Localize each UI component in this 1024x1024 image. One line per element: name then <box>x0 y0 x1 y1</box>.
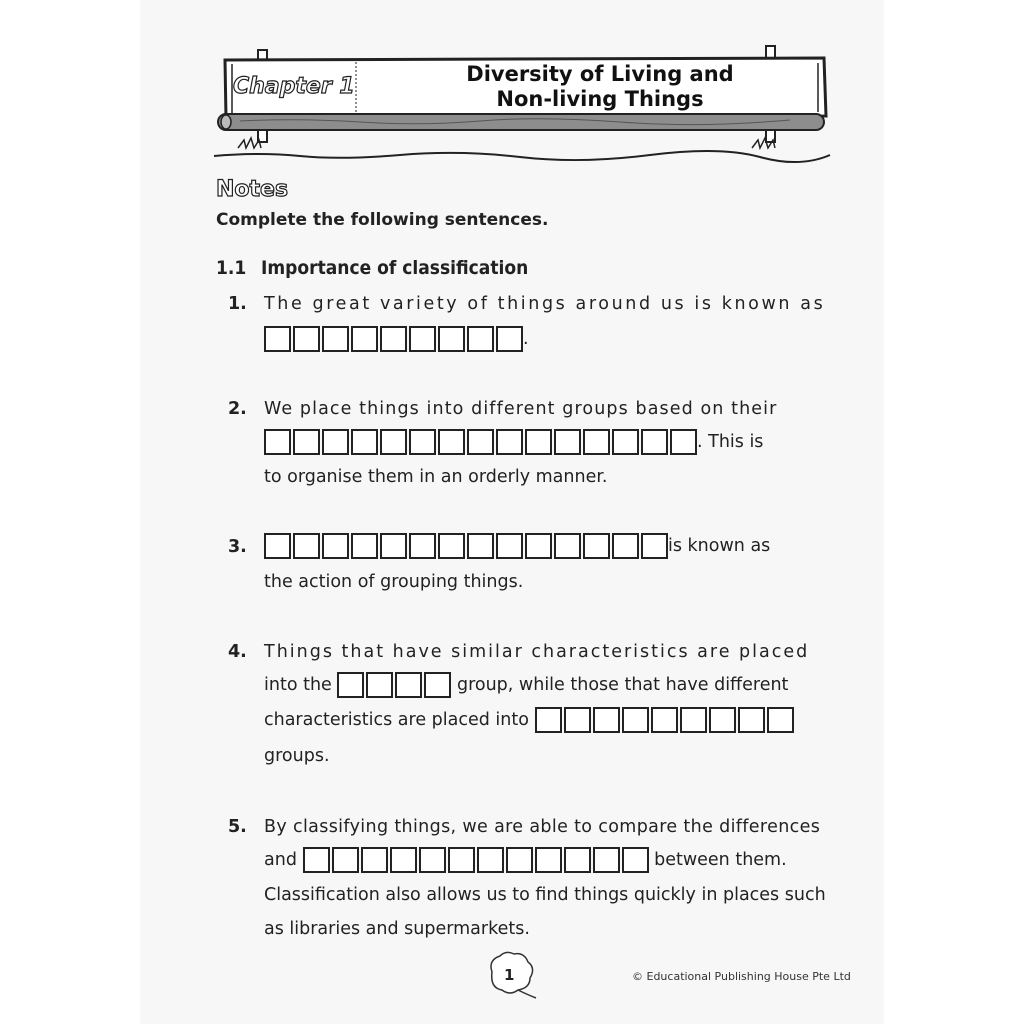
question-number: 1. <box>228 294 247 314</box>
question-text: We place things into different groups based on their <box>264 399 778 419</box>
question-text: By classifying things, we are able to compare the differences <box>264 817 821 837</box>
section-number: 1.1 <box>216 257 247 279</box>
answer-box[interactable] <box>424 672 451 698</box>
answer-box[interactable] <box>641 429 668 455</box>
answer-box[interactable] <box>564 847 591 873</box>
question-text: Things that have similar characteristics are placed <box>264 642 810 662</box>
answer-box[interactable] <box>337 672 364 698</box>
answer-box[interactable] <box>448 847 475 873</box>
answer-box[interactable] <box>622 707 649 733</box>
answer-box[interactable] <box>351 429 378 455</box>
answer-box[interactable] <box>322 533 349 559</box>
answer-line-a <box>264 672 788 698</box>
answer-box[interactable] <box>366 672 393 698</box>
question-suffix: . This is <box>697 432 764 452</box>
answer-box[interactable] <box>496 533 523 559</box>
answer-boxes[interactable] <box>337 672 451 698</box>
answer-box[interactable] <box>390 847 417 873</box>
answer-line <box>264 847 787 873</box>
question-text-continued: the action of grouping things. <box>264 572 524 592</box>
answer-box[interactable] <box>535 847 562 873</box>
answer-box[interactable] <box>554 533 581 559</box>
answer-box[interactable] <box>622 847 649 873</box>
question-suffix: . <box>523 329 529 349</box>
answer-box[interactable] <box>651 707 678 733</box>
question-text: The great variety of things around us is known as <box>264 294 826 314</box>
question-text-continued: to organise them in an orderly manner. <box>264 467 608 487</box>
answer-box[interactable] <box>351 326 378 352</box>
answer-box[interactable] <box>593 707 620 733</box>
answer-box[interactable] <box>293 326 320 352</box>
question-text-continued: as libraries and supermarkets. <box>264 919 530 939</box>
answer-box[interactable] <box>467 326 494 352</box>
answer-boxes[interactable] <box>303 847 649 873</box>
answer-box[interactable] <box>709 707 736 733</box>
answer-box[interactable] <box>525 429 552 455</box>
answer-box[interactable] <box>506 847 533 873</box>
answer-box[interactable] <box>612 429 639 455</box>
question-text-before: and <box>264 850 297 870</box>
answer-box[interactable] <box>496 429 523 455</box>
answer-box[interactable] <box>332 847 359 873</box>
question-text-continued: groups. <box>264 746 330 766</box>
answer-line-b <box>264 707 794 733</box>
copyright-text: © Educational Publishing House Pte Ltd <box>632 970 851 983</box>
answer-line <box>264 533 770 559</box>
chapter-label: Chapter 1 <box>233 74 355 99</box>
answer-box[interactable] <box>564 707 591 733</box>
chapter-title-line2: Non-living Things <box>496 87 704 111</box>
page-number: 1 <box>504 966 515 984</box>
answer-box[interactable] <box>264 533 291 559</box>
question-text-before: characteristics are placed into <box>264 710 529 730</box>
answer-box[interactable] <box>438 326 465 352</box>
answer-box[interactable] <box>583 533 610 559</box>
question-suffix: is known as <box>668 536 771 556</box>
question-number: 3. <box>228 537 247 557</box>
answer-box[interactable] <box>738 707 765 733</box>
chapter-title-line1: Diversity of Living and <box>466 62 734 86</box>
section-heading <box>216 257 528 279</box>
answer-box[interactable] <box>670 429 697 455</box>
answer-box[interactable] <box>641 533 668 559</box>
answer-box[interactable] <box>322 429 349 455</box>
answer-box[interactable] <box>525 533 552 559</box>
question-number: 2. <box>228 399 247 419</box>
question-text-after: group, while those that have different <box>456 675 789 695</box>
answer-box[interactable] <box>303 847 330 873</box>
answer-box[interactable] <box>409 533 436 559</box>
question-text-continued: Classification also allows us to find things quickly in places such <box>264 885 826 905</box>
answer-boxes[interactable] <box>264 429 697 455</box>
answer-box[interactable] <box>467 533 494 559</box>
answer-box[interactable] <box>583 429 610 455</box>
answer-box[interactable] <box>380 533 407 559</box>
answer-box[interactable] <box>467 429 494 455</box>
answer-box[interactable] <box>380 326 407 352</box>
answer-box[interactable] <box>419 847 446 873</box>
answer-boxes[interactable] <box>264 533 668 559</box>
answer-box[interactable] <box>680 707 707 733</box>
answer-box[interactable] <box>361 847 388 873</box>
answer-boxes[interactable] <box>535 707 794 733</box>
answer-box[interactable] <box>395 672 422 698</box>
notes-heading: Notes <box>216 177 289 202</box>
answer-box[interactable] <box>351 533 378 559</box>
question-number: 5. <box>228 817 247 837</box>
answer-box[interactable] <box>293 429 320 455</box>
answer-box[interactable] <box>380 429 407 455</box>
answer-box[interactable] <box>264 429 291 455</box>
answer-box[interactable] <box>477 847 504 873</box>
answer-box[interactable] <box>612 533 639 559</box>
instruction-text: Complete the following sentences. <box>216 210 549 230</box>
answer-box[interactable] <box>293 533 320 559</box>
answer-line <box>264 326 529 352</box>
answer-line <box>264 429 763 455</box>
answer-box[interactable] <box>593 847 620 873</box>
answer-box[interactable] <box>767 707 794 733</box>
answer-box[interactable] <box>409 326 436 352</box>
chapter-title <box>380 62 820 112</box>
question-number: 4. <box>228 642 247 662</box>
answer-box[interactable] <box>264 326 291 352</box>
answer-box[interactable] <box>438 533 465 559</box>
answer-box[interactable] <box>409 429 436 455</box>
answer-box[interactable] <box>322 326 349 352</box>
answer-box[interactable] <box>554 429 581 455</box>
section-title: Importance of classification <box>261 257 529 279</box>
question-text-after: between them. <box>654 850 787 870</box>
answer-box[interactable] <box>496 326 523 352</box>
answer-boxes[interactable] <box>264 326 523 352</box>
question-text-before: into the <box>264 675 332 695</box>
answer-box[interactable] <box>438 429 465 455</box>
answer-box[interactable] <box>535 707 562 733</box>
